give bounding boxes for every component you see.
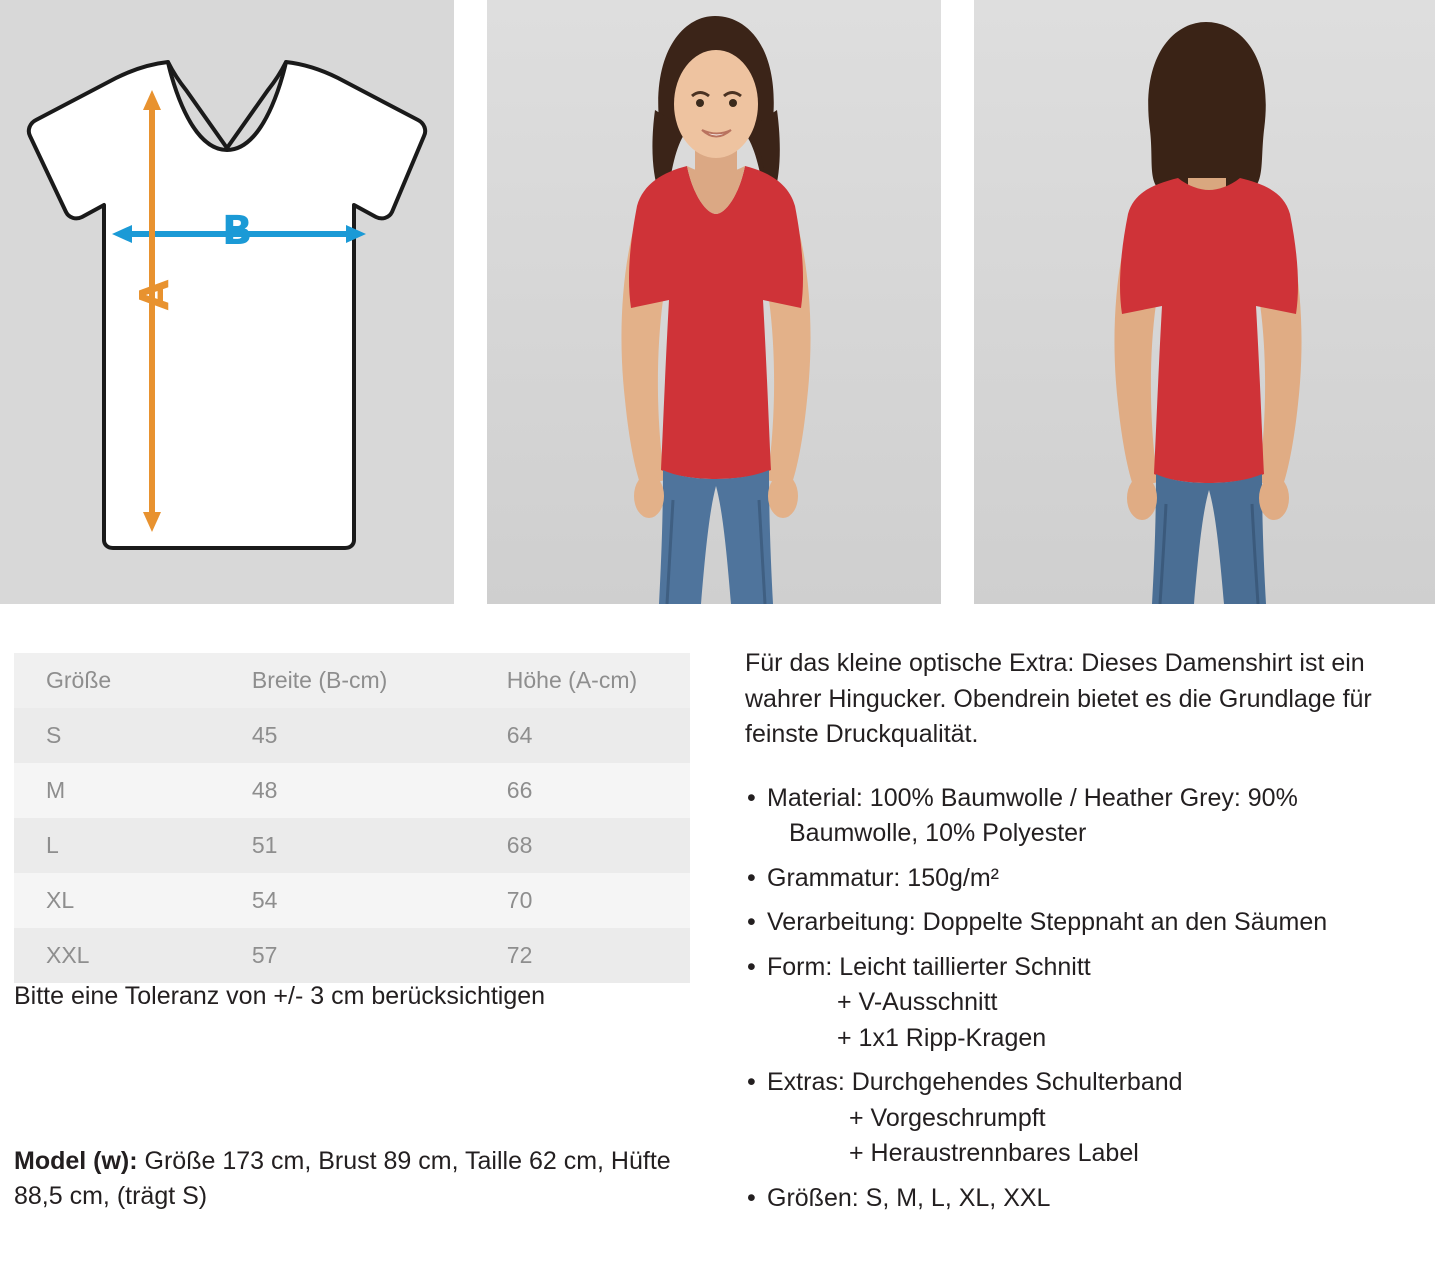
model-front-photo xyxy=(487,0,941,604)
bullet-text: Grammatur: 150g/m² xyxy=(767,863,1000,892)
model-info xyxy=(14,1144,714,1213)
product-description xyxy=(745,646,1415,1225)
model-back-photo xyxy=(974,0,1435,604)
list-item xyxy=(745,905,1415,941)
cell-size: XL xyxy=(14,873,220,928)
bullet-continuation: Baumwolle, 10% Polyester xyxy=(789,819,1087,847)
bullet-text: Größen: S, M, L, XL, XXL xyxy=(767,1183,1051,1212)
bullet-sub: + V-Ausschnitt xyxy=(837,988,998,1016)
cell-width: 51 xyxy=(220,818,475,873)
measurement-diagram-panel xyxy=(0,0,454,604)
table-row xyxy=(14,708,690,763)
height-label-a: A xyxy=(132,279,179,311)
cell-width: 57 xyxy=(220,928,475,983)
cell-width: 54 xyxy=(220,873,475,928)
bullet-text: Extras: Durchgehendes Schulterband xyxy=(767,1068,1183,1096)
cell-height: 64 xyxy=(475,708,690,763)
table-row xyxy=(14,928,690,983)
header-width: Breite (B-cm) xyxy=(220,653,475,708)
bullet-sub: + 1x1 Ripp-Kragen xyxy=(837,1023,1047,1052)
header-height: Höhe (A-cm) xyxy=(475,653,690,708)
cell-size: M xyxy=(14,763,220,818)
list-item xyxy=(745,1181,1415,1217)
list-item xyxy=(745,1065,1415,1172)
cell-width: 45 xyxy=(220,708,475,763)
description-intro: Für das kleine optische Extra: Dieses Damenshirt ist ein wahrer Hingucker. Obendrein bietet es die Grundlage für feinste Druckqualität. xyxy=(745,649,1372,748)
cell-height: 66 xyxy=(475,763,690,818)
width-label-b: B xyxy=(222,208,253,254)
cell-size: XXL xyxy=(14,928,220,983)
lower-content xyxy=(0,604,1435,1278)
bullet-text: Material: 100% Baumwolle / Heather Grey: 90% xyxy=(767,783,1298,812)
size-table xyxy=(14,653,690,983)
cell-height: 68 xyxy=(475,818,690,873)
cell-height: 70 xyxy=(475,873,690,928)
size-table-header-row xyxy=(14,653,690,708)
model-info-text: Größe 173 cm, Brust 89 cm, Taille 62 cm, Hüfte 88,5 cm, (trägt S) xyxy=(14,1147,671,1210)
tshirt-outline-diagram xyxy=(0,0,454,604)
cell-size: L xyxy=(14,818,220,873)
tolerance-note: Bitte eine Toleranz von +/- 3 cm berücksichtigen xyxy=(14,982,546,1010)
bullet-text: Form: Leicht taillierter Schnitt xyxy=(767,952,1091,981)
list-item xyxy=(745,781,1415,852)
bullet-sub: + Vorgeschrumpft xyxy=(849,1103,1046,1132)
model-front-illustration xyxy=(487,0,941,604)
model-info-label: Model (w): xyxy=(14,1147,138,1175)
table-row xyxy=(14,873,690,928)
list-item xyxy=(745,861,1415,897)
table-row xyxy=(14,818,690,873)
list-item xyxy=(745,950,1415,1057)
size-table-body xyxy=(14,708,690,983)
size-table-head xyxy=(14,653,690,708)
description-bullets xyxy=(745,781,1415,1217)
header-size: Größe xyxy=(14,653,220,708)
cell-width: 48 xyxy=(220,763,475,818)
photo-row xyxy=(0,0,1435,604)
model-back-illustration xyxy=(974,0,1435,604)
table-row xyxy=(14,763,690,818)
cell-height: 72 xyxy=(475,928,690,983)
bullet-sub: + Heraustrennbares Label xyxy=(849,1139,1139,1167)
cell-size: S xyxy=(14,708,220,763)
bullet-text: Verarbeitung: Doppelte Steppnaht an den Säumen xyxy=(767,908,1328,936)
